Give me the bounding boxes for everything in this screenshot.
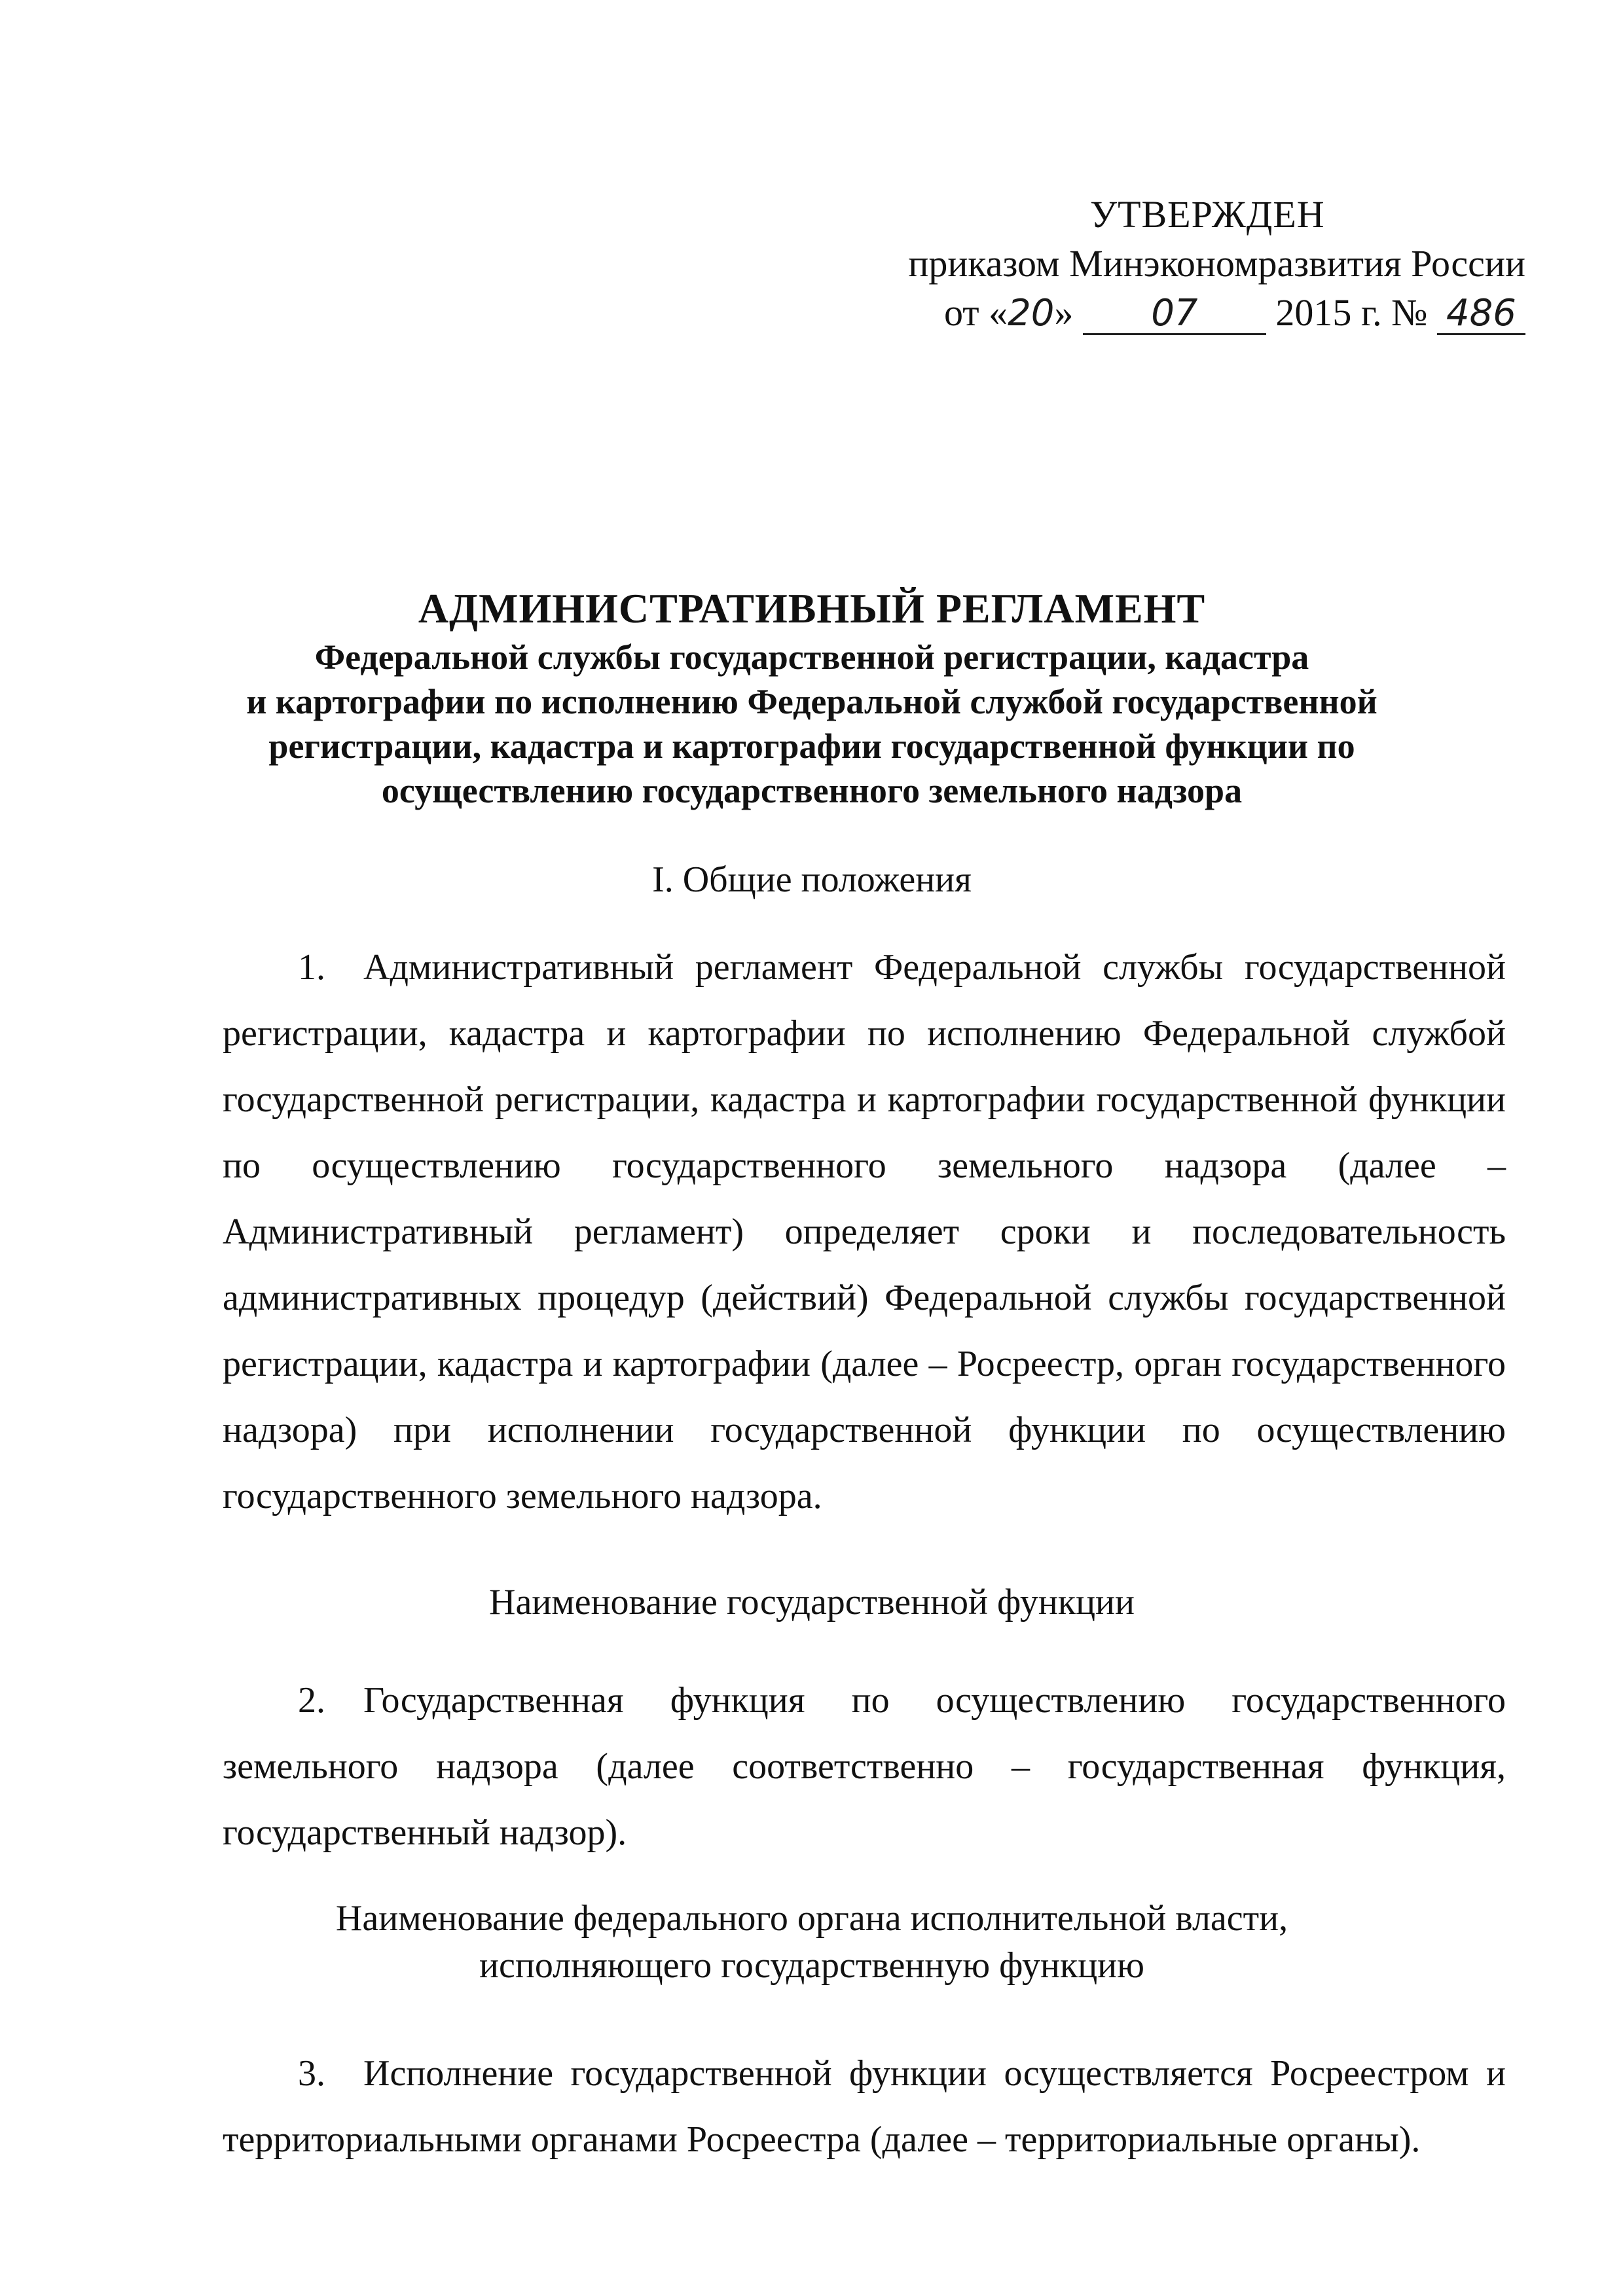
paragraph-2 [223, 1668, 1506, 1866]
organ-heading-line-2: исполняющего государственную функцию [479, 1945, 1144, 1986]
number-blank [1437, 293, 1525, 335]
approval-stamp-block [877, 190, 1525, 338]
paragraph-number: 2. [298, 1680, 325, 1721]
paragraph-number: 1. [298, 947, 325, 988]
year-and-number-label: 2015 г. № [1275, 291, 1428, 334]
handwritten-month: 07 [1151, 292, 1198, 334]
paragraph-number: 3. [298, 2053, 325, 2094]
handwritten-day: 20 [1008, 292, 1055, 334]
approved-label: УТВЕРЖДЕН [1090, 193, 1325, 236]
section-heading-general: I. Общие положения [652, 859, 972, 900]
paragraph-text: Государственная функция по осуществлению государственного земельного надзора (далее соответственно – государственная функция, государственный надзор). [223, 1680, 1506, 1853]
paragraph-3 [223, 2041, 1506, 2173]
date-close: » [1054, 291, 1074, 334]
order-issuer: приказом Минэкономразвития России [908, 242, 1525, 285]
paragraph-text: Исполнение государственной функции осуществляется Росреестром и территориальными органами Росреестра (далее – территориальные органы). [223, 2053, 1506, 2160]
title-line-4: осуществлению государственного земельного надзора [381, 771, 1243, 810]
paragraph-text: Административный регламент Федеральной службы государственной регистрации, кадастра и картографии по исполнению Федеральной службой государственной регистрации, кадастра и картографии государственной функции по осуществлению государственного земельного надзора (далее – Административный регламент) определяет сроки и последовательность административных процедур (действий) Федеральной службы государственной регистрации, кадастра и картографии (далее – Росреестр, орган государственного надзора) при исполнении государственной функции по осуществлению государственного земельного надзора. [223, 947, 1506, 1516]
section-heading-organ [196, 1895, 1427, 1989]
handwritten-order-number: 486 [1446, 292, 1516, 334]
title-line-1: Федеральной службы государственной регистрации, кадастра [314, 637, 1309, 677]
section-heading-function-name: Наименование государственной функции [489, 1582, 1135, 1623]
paragraph-1 [223, 935, 1506, 1530]
order-date-line [877, 288, 1525, 338]
month-blank [1083, 293, 1266, 335]
date-prefix: от « [944, 291, 1008, 334]
title-line-2: и картографии по исполнению Федеральной службой государственной [246, 682, 1377, 721]
title-line-3: регистрации, кадастра и картографии государственной функции по [268, 726, 1355, 766]
title-main: АДМИНИСТРАТИВНЫЙ РЕГЛАМЕНТ [418, 585, 1206, 632]
document-title [196, 583, 1427, 813]
organ-heading-line-1: Наименование федерального органа исполнительной власти, [335, 1898, 1288, 1939]
